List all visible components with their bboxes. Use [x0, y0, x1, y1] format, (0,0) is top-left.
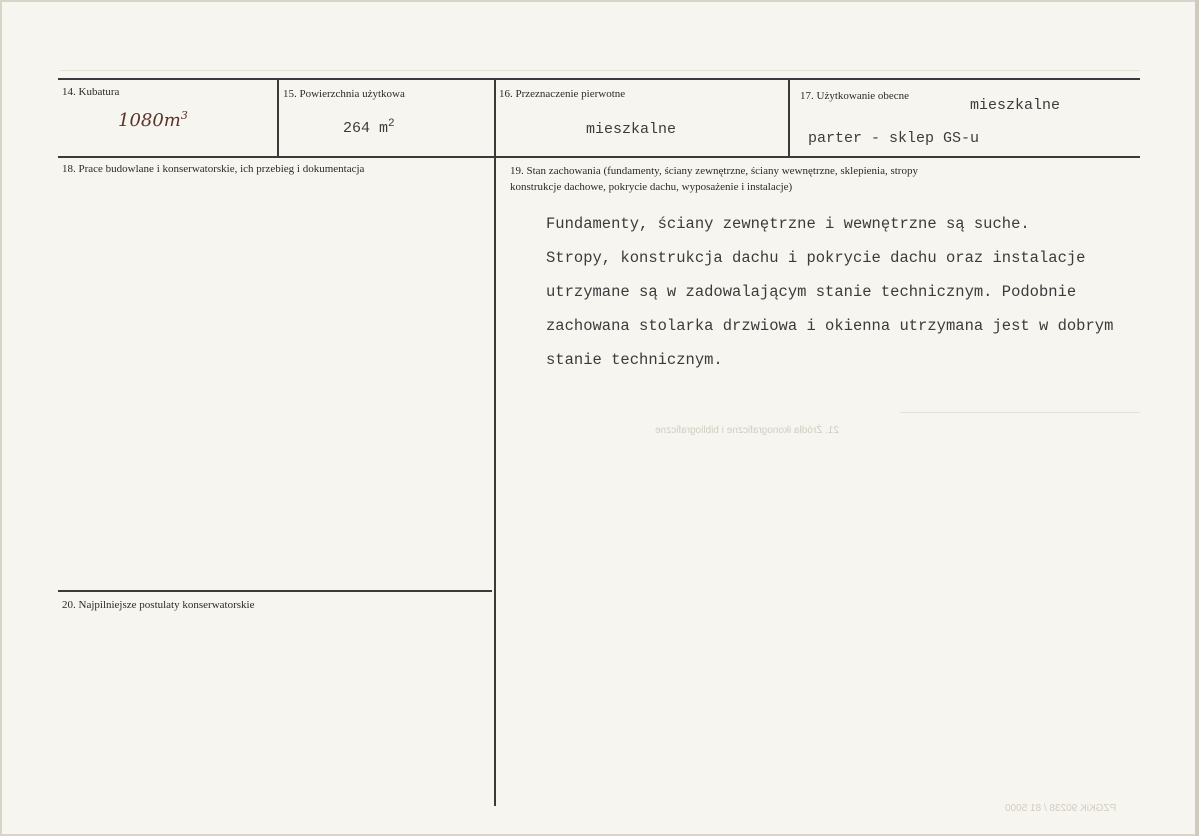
card-edge	[1195, 0, 1199, 836]
section-20-rule	[58, 590, 492, 592]
field-17-label: 17. Użytkowanie obecne	[800, 90, 910, 102]
field-14-label: 14. Kubatura	[62, 86, 120, 98]
top-row-rule	[58, 78, 1140, 80]
field-17-value-line2: parter - sklep GS-u	[808, 130, 980, 147]
field-19-text	[546, 207, 1186, 377]
field-15-value	[343, 118, 395, 137]
field-19-label-line1: 19. Stan zachowania (fundamenty, ściany zewnętrzne, ściany wewnętrzne, sklepienia, stropy	[510, 165, 918, 177]
field-19-text-line: stanie technicznym.	[546, 351, 723, 369]
kubatura-unit-exp: 3	[180, 109, 188, 122]
field-17-value-line1: mieszkalne	[970, 97, 1061, 114]
field-16-label: 16. Przeznaczenie pierwotne	[499, 88, 626, 100]
field-19-text-line: Fundamenty, ściany zewnętrzne i wewnętrzne są suche.	[546, 215, 1030, 233]
kubatura-value: 1080m	[118, 110, 181, 131]
field-15-label: 15. Powierzchnia użytkowa	[283, 88, 405, 100]
second-row-rule	[58, 156, 1140, 158]
col-divider-2	[494, 78, 496, 806]
field-20-label: 20. Najpilniejsze postulaty konserwatorskie	[62, 599, 255, 611]
field-19-text-line: Stropy, konstrukcja dachu i pokrycie dachu oraz instalacje	[546, 249, 1086, 267]
bleed-text-bottom: PZGKiK 90238 / 81 5000	[1005, 803, 1117, 814]
field-19-text-line: utrzymane są w zadowalającym stanie technicznym. Podobnie	[546, 283, 1077, 301]
area-value: 264 m	[343, 120, 389, 137]
area-unit-exp: 2	[388, 118, 395, 130]
field-16-value: mieszkalne	[586, 121, 677, 138]
field-19-text-line: zachowana stolarka drzwiowa i okienna utrzymana jest w dobrym	[546, 317, 1114, 335]
bleed-text-mid: 21. Źródła ikonograficzne i bibliograficzne	[655, 425, 839, 436]
col-divider-1	[277, 78, 279, 156]
bleed-line-top	[60, 70, 1140, 71]
col-divider-3	[788, 78, 790, 156]
field-19-label-line2: konstrukcje dachowe, pokrycie dachu, wyposażenie i instalacje)	[510, 181, 793, 193]
field-14-value	[118, 109, 188, 131]
bleed-line-mid	[900, 412, 1140, 413]
field-18-label: 18. Prace budowlane i konserwatorskie, ich przebieg i dokumentacja	[62, 163, 365, 175]
